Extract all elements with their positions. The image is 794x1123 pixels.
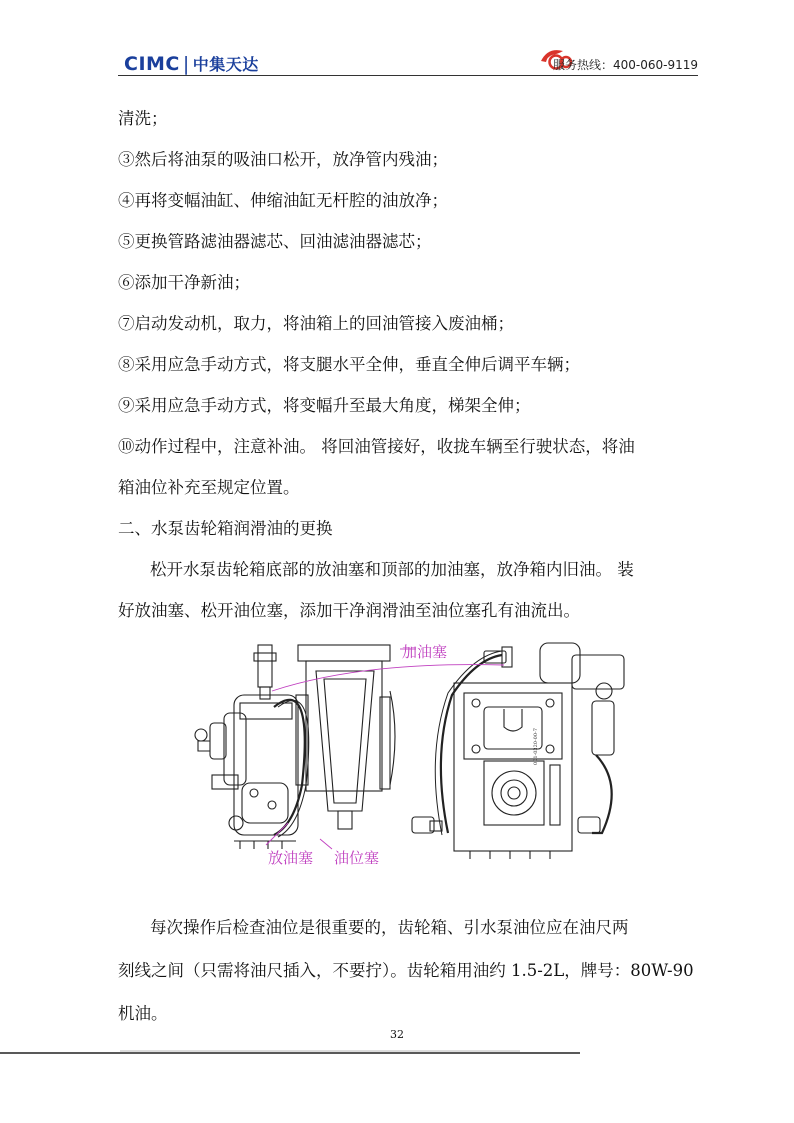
paragraph-line: ⑨采用应急手动方式，将变幅升至最大角度，梯架全伸；: [118, 396, 531, 415]
level-plug-label: 油位塞: [334, 849, 380, 865]
paragraph-line: ③然后将油泵的吸油口松开，放净管内残油；: [118, 150, 448, 169]
gearbox-diagram: [184, 635, 640, 865]
paragraph-line: ⑥添加干净新油；: [118, 273, 250, 292]
paragraph-line: 松开水泵齿轮箱底部的放油塞和顶部的加油塞，放净箱内旧油。 装: [150, 560, 634, 579]
paragraph-line: ⑦启动发动机，取力，将油箱上的回油管接入废油桶；: [118, 314, 514, 333]
paragraph-line: 机油。: [118, 1004, 168, 1023]
cimc-logo: [124, 52, 259, 75]
paragraph-line: 每次操作后检查油位是很重要的，齿轮箱、引水泵油位应在油尺两: [150, 918, 629, 937]
paragraph-line: ④再将变幅油缸、伸缩油缸无杆腔的油放净；: [118, 191, 448, 210]
section-heading: 二、水泵齿轮箱润滑油的更换: [118, 519, 333, 538]
paragraph-line: ⑧采用应急手动方式，将支腿水平全伸，垂直全伸后调平车辆；: [118, 355, 580, 374]
page-header: [118, 42, 698, 78]
paragraph-line: ⑩动作过程中，注意补油。 将回油管接好，收拢车辆至行驶状态，将油: [118, 437, 635, 456]
paragraph-line: 刻线之间（只需将油尺插入，不要拧）。齿轮箱用油约 1.5-2L，牌号：80W-90: [118, 961, 694, 980]
fill-plug-label: 加油塞: [402, 643, 448, 661]
logo-cn: 中集天达: [192, 55, 259, 74]
paragraph-line: 好放油塞、松开油位塞，添加干净润滑油至油位塞孔有油流出。: [118, 601, 580, 620]
service-hotline: 服务热线：400-060-9119: [552, 58, 698, 72]
paragraph-line: 清洗；: [118, 109, 168, 128]
paragraph-line: 箱油位补充至规定位置。: [118, 478, 300, 497]
body-text-bottom: [118, 906, 700, 1035]
paragraph-line: ⑤更换管路滤油器滤芯、回油滤油器滤芯；: [118, 232, 432, 251]
footer-divider: [0, 1048, 580, 1056]
body-text-top: [118, 98, 700, 631]
logo-separator: |: [182, 53, 190, 75]
header-divider: [118, 75, 698, 76]
gearbox-part-number: 001-0320-00-7: [533, 728, 539, 765]
logo-en: CIMC: [124, 53, 180, 75]
page-number: 32: [390, 1028, 404, 1041]
drain-plug-label: 放油塞: [268, 849, 314, 865]
